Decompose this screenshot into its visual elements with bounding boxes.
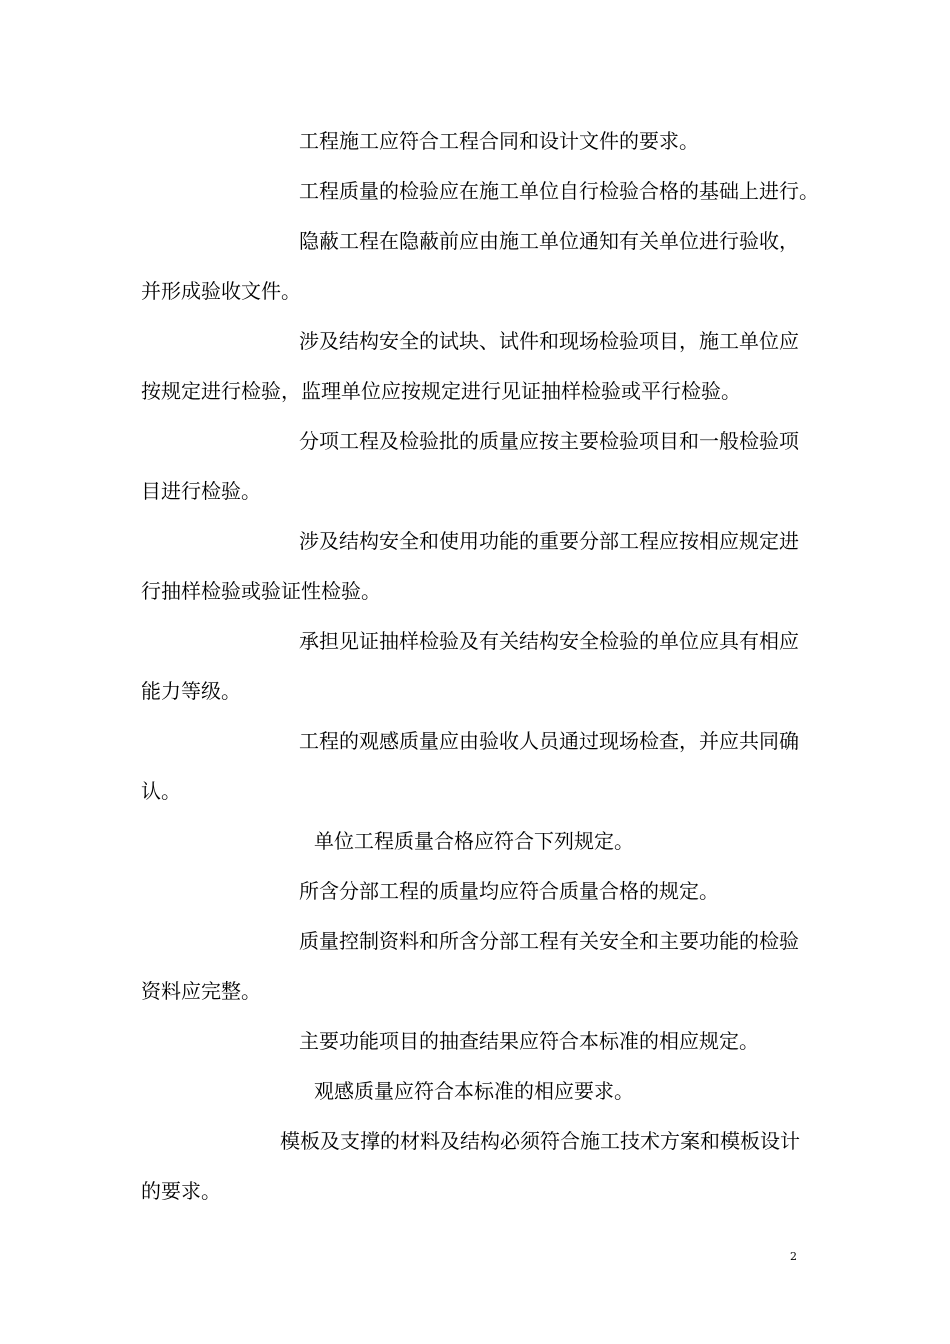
text-line: 能力等级。 xyxy=(141,679,241,703)
text-line: 质量控制资料和所含分部工程有关安全和主要功能的检验 xyxy=(299,929,799,953)
text-line: 分项工程及检验批的质量应按主要检验项目和一般检验项 xyxy=(299,429,799,453)
text-line: 工程的观感质量应由验收人员通过现场检查，并应共同确 xyxy=(299,729,799,753)
text-line: 所含分部工程的质量均应符合质量合格的规定。 xyxy=(299,879,719,903)
text-line: 观感质量应符合本标准的相应要求。 xyxy=(314,1079,634,1103)
text-line: 工程施工应符合工程合同和设计文件的要求。 xyxy=(299,129,699,153)
text-line: 认。 xyxy=(141,779,181,803)
text-line: 资料应完整。 xyxy=(141,979,261,1003)
text-line: 并形成验收文件。 xyxy=(141,279,301,303)
text-line: 隐蔽工程在隐蔽前应由施工单位通知有关单位进行验收， xyxy=(299,229,799,253)
page-number: 2 xyxy=(790,1250,797,1263)
text-line: 涉及结构安全和使用功能的重要分部工程应按相应规定进 xyxy=(299,529,799,553)
text-line: 单位工程质量合格应符合下列规定。 xyxy=(314,829,634,853)
text-line: 按规定进行检验，监理单位应按规定进行见证抽样检验或平行检验。 xyxy=(141,379,741,403)
text-line: 目进行检验。 xyxy=(141,479,261,503)
text-line: 涉及结构安全的试块、试件和现场检验项目，施工单位应 xyxy=(299,329,799,353)
text-line: 模板及支撑的材料及结构必须符合施工技术方案和模板设计 xyxy=(280,1129,800,1153)
text-line: 承担见证抽样检验及有关结构安全检验的单位应具有相应 xyxy=(299,629,799,653)
text-line: 的要求。 xyxy=(141,1179,221,1203)
text-line: 行抽样检验或验证性检验。 xyxy=(141,579,381,603)
text-line: 工程质量的检验应在施工单位自行检验合格的基础上进行。 xyxy=(299,179,819,203)
text-line: 主要功能项目的抽查结果应符合本标准的相应规定。 xyxy=(299,1029,759,1053)
